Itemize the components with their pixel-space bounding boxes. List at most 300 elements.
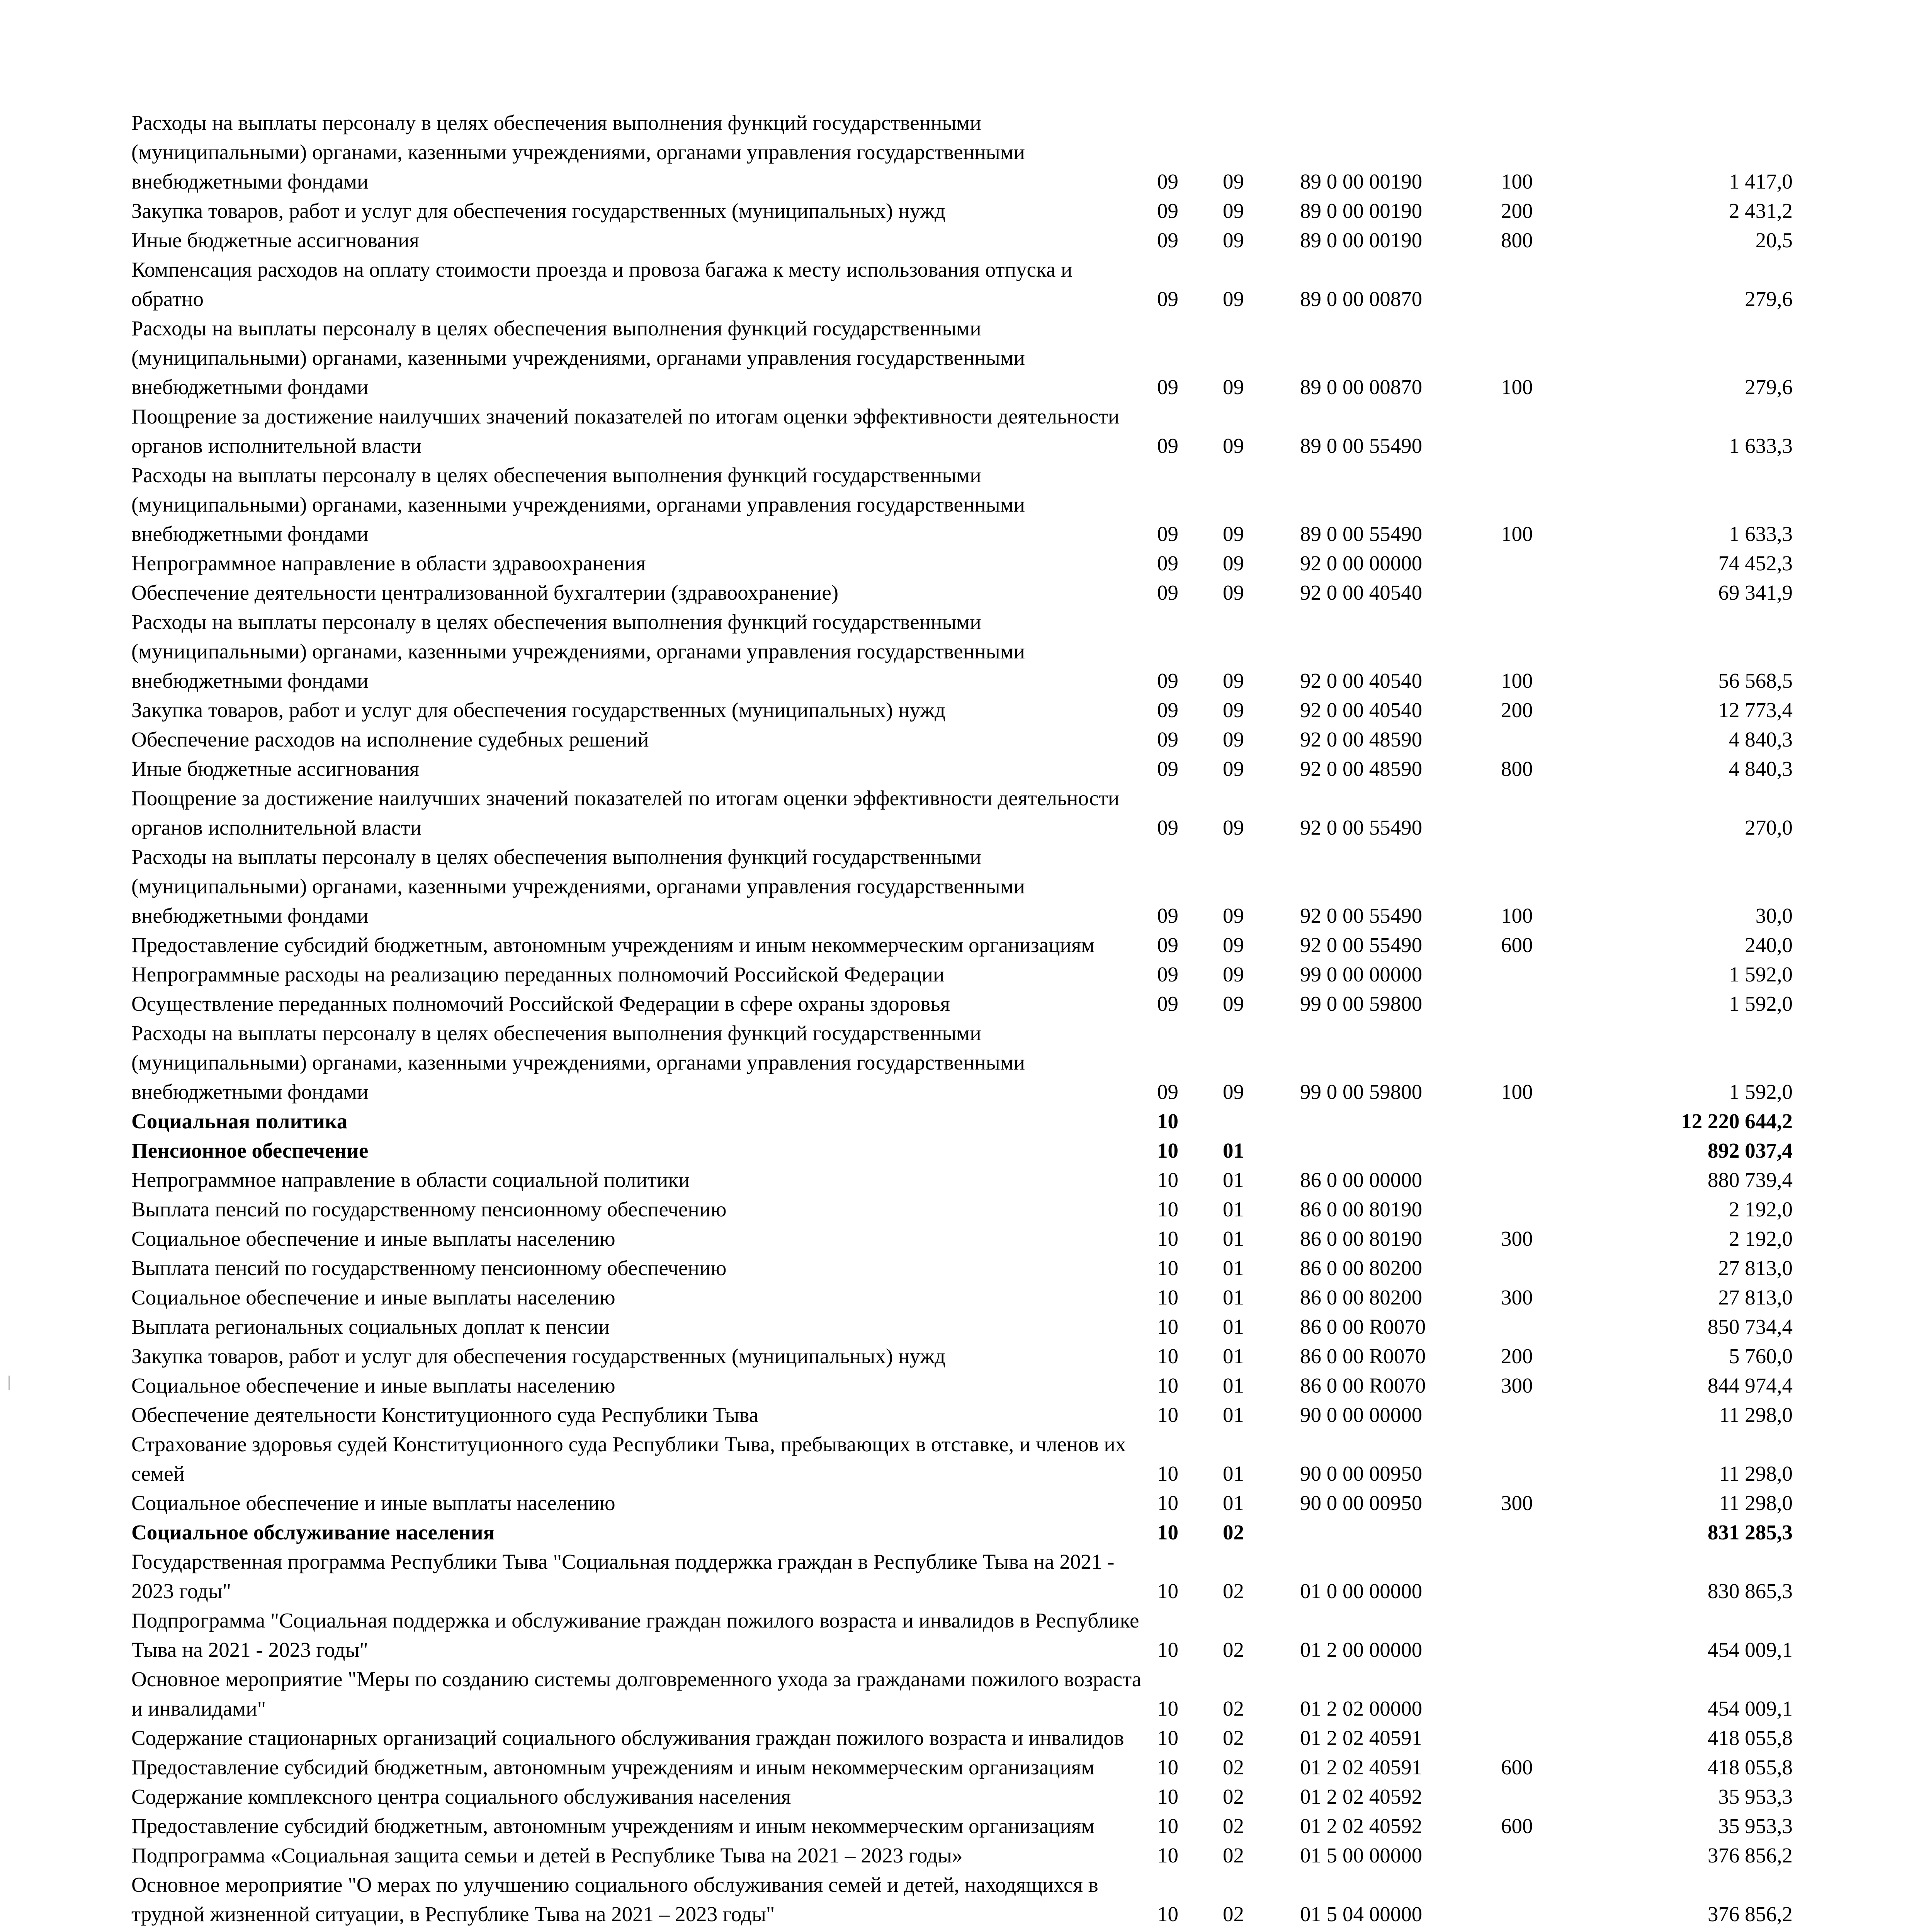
row-expense-type: 100	[1501, 669, 1533, 692]
row-target-article	[1300, 1929, 1501, 1932]
row-name: Социальное обеспечение и иные выплаты населению	[131, 1374, 615, 1397]
row-name: Выплата пенсий по государственному пенсионному обеспечению	[131, 1256, 727, 1280]
row-expense-type	[1501, 402, 1628, 461]
table-row	[131, 226, 1793, 255]
row-name: Пенсионное обеспечение	[131, 1139, 369, 1162]
row-section: 10	[1157, 1902, 1178, 1926]
row-name	[131, 1929, 1157, 1932]
row-section: 10	[1157, 1374, 1178, 1397]
row-amount: 1 592,0	[1729, 992, 1793, 1015]
row-amount: 12 220 644,2	[1681, 1109, 1793, 1133]
row-amount: 11 298,0	[1719, 1491, 1793, 1515]
row-name: Государственная программа Республики Тыва "Социальная поддержка граждан в Республике Тыва на 2021 - 2023 годы"	[131, 1550, 1115, 1603]
row-section: 09	[1157, 287, 1178, 311]
row-target-article: 89 0 00 00870	[1300, 287, 1423, 311]
row-subsection: 02	[1223, 1844, 1244, 1867]
row-section: 10	[1157, 1726, 1178, 1750]
row-expense-type	[1501, 1165, 1628, 1195]
row-target-article: 01 2 02 40591	[1300, 1755, 1423, 1779]
table-row	[131, 1283, 1793, 1312]
row-section: 10	[1157, 1403, 1178, 1427]
row-subsection: 09	[1223, 933, 1244, 957]
table-row	[131, 1870, 1793, 1929]
row-amount: 5 760,0	[1729, 1344, 1793, 1368]
row-target-article	[1300, 1136, 1501, 1165]
row-subsection	[1223, 1929, 1300, 1932]
row-amount: 454 009,1	[1708, 1638, 1793, 1662]
row-target-article: 89 0 00 00190	[1300, 228, 1423, 252]
row-target-article: 01 5 00 00000	[1300, 1844, 1423, 1867]
row-expense-type	[1501, 1841, 1628, 1870]
row-subsection: 01	[1223, 1286, 1244, 1309]
row-target-article: 92 0 00 55490	[1300, 933, 1423, 957]
table-row	[131, 108, 1793, 196]
table-row	[131, 960, 1793, 989]
row-section: 10	[1157, 1197, 1178, 1221]
row-section: 10	[1157, 1256, 1178, 1280]
row-section: 10	[1157, 1344, 1178, 1368]
table-row	[131, 1312, 1793, 1342]
row-section: 10	[1157, 1844, 1178, 1867]
row-amount: 376 856,2	[1708, 1844, 1793, 1867]
row-name: Расходы на выплаты персоналу в целях обеспечения выполнения функций государственными (муниципальными) органами, казенными учреждениями, органами управления государственными внебюджетными фондами	[131, 1021, 1025, 1104]
row-name: Расходы на выплаты персоналу в целях обеспечения выполнения функций государственными (муниципальными) органами, казенными учреждениями, органами управления государственными внебюджетными фондами	[131, 111, 1025, 193]
table-row	[131, 1723, 1793, 1753]
table-row	[131, 1165, 1793, 1195]
row-subsection: 09	[1223, 698, 1244, 722]
row-section: 10	[1157, 1638, 1178, 1662]
row-name: Социальное обслуживание населения	[131, 1520, 495, 1544]
row-subsection: 09	[1223, 434, 1244, 457]
table-row	[131, 314, 1793, 402]
row-amount: 1 633,3	[1729, 434, 1793, 457]
table-row	[131, 725, 1793, 754]
row-subsection: 09	[1223, 757, 1244, 781]
table-row	[131, 1488, 1793, 1518]
row-expense-type: 300	[1501, 1227, 1533, 1250]
row-expense-type	[1501, 1253, 1628, 1283]
row-name: Обеспечение деятельности Конституционного суда Республики Тыва	[131, 1403, 759, 1427]
table-row	[131, 1518, 1793, 1547]
row-expense-type: 600	[1501, 1814, 1533, 1838]
table-row	[131, 1195, 1793, 1224]
row-name: Выплата региональных социальных доплат к пенсии	[131, 1315, 610, 1338]
row-expense-type	[1501, 1195, 1628, 1224]
row-amount: 1 592,0	[1729, 963, 1793, 986]
row-target-article: 89 0 00 00870	[1300, 375, 1423, 399]
row-target-article: 01 2 02 40592	[1300, 1814, 1423, 1838]
row-name: Поощрение за достижение наилучших значений показателей по итогам оценки эффективности деятельности органов исполнительной власти	[131, 786, 1120, 839]
row-section: 09	[1157, 551, 1178, 575]
row-section: 10	[1157, 1286, 1178, 1309]
row-target-article: 92 0 00 40540	[1300, 669, 1423, 692]
row-target-article: 99 0 00 59800	[1300, 1080, 1423, 1104]
row-expense-type: 100	[1501, 1080, 1533, 1104]
row-target-article: 89 0 00 55490	[1300, 522, 1423, 546]
row-subsection: 01	[1223, 1168, 1244, 1192]
row-section: 09	[1157, 992, 1178, 1015]
row-section: 09	[1157, 375, 1178, 399]
row-section: 10	[1157, 1227, 1178, 1250]
row-expense-type	[1501, 1430, 1628, 1488]
row-target-article: 89 0 00 55490	[1300, 434, 1423, 457]
row-amount: 69 341,9	[1718, 581, 1793, 604]
row-expense-type: 300	[1501, 1286, 1533, 1309]
row-subsection: 02	[1223, 1755, 1244, 1779]
row-name: Расходы на выплаты персоналу в целях обеспечения выполнения функций государственными (муниципальными) органами, казенными учреждениями, органами управления государственными внебюджетными фондами	[131, 845, 1025, 927]
row-amount: 376 856,2	[1708, 1902, 1793, 1926]
row-target-article: 86 0 00 80200	[1300, 1256, 1423, 1280]
row-target-article: 89 0 00 00190	[1300, 170, 1423, 193]
row-target-article	[1300, 1107, 1501, 1136]
row-amount: 2 431,2	[1729, 199, 1793, 223]
row-target-article: 86 0 00 00000	[1300, 1168, 1423, 1192]
row-amount: 4 840,3	[1729, 728, 1793, 751]
row-target-article: 86 0 00 R0070	[1300, 1315, 1426, 1338]
row-name: Социальное обеспечение и иные выплаты населению	[131, 1491, 615, 1515]
row-target-article: 92 0 00 55490	[1300, 816, 1423, 839]
row-section: 10	[1157, 1462, 1178, 1485]
row-section: 09	[1157, 522, 1178, 546]
row-name: Закупка товаров, работ и услуг для обеспечения государственных (муниципальных) нужд	[131, 1344, 946, 1368]
row-subsection: 09	[1223, 551, 1244, 575]
row-amount: 20,5	[1755, 228, 1793, 252]
row-section: 10	[1157, 1814, 1178, 1838]
row-subsection: 09	[1223, 522, 1244, 546]
table-row	[131, 1606, 1793, 1665]
row-target-article: 92 0 00 40540	[1300, 581, 1423, 604]
row-name: Предоставление субсидий бюджетным, автономным учреждениям и иным некоммерческим организациям	[131, 1755, 1095, 1779]
row-expense-type	[1501, 1723, 1628, 1753]
row-target-article: 01 0 00 00000	[1300, 1579, 1423, 1603]
row-subsection: 02	[1223, 1726, 1244, 1750]
row-expense-type	[1501, 1870, 1628, 1929]
row-expense-type	[1501, 578, 1628, 607]
row-name: Непрограммное направление в области социальной политики	[131, 1168, 690, 1192]
row-section: 10	[1157, 1139, 1178, 1162]
row-amount: 844 974,4	[1708, 1374, 1793, 1397]
row-expense-type	[1501, 989, 1628, 1019]
row-subsection: 01	[1223, 1139, 1244, 1162]
row-name: Иные бюджетные ассигнования	[131, 757, 419, 781]
row-expense-type: 100	[1501, 170, 1533, 193]
row-name: Социальное обеспечение и иные выплаты населению	[131, 1227, 615, 1250]
row-amount: 418 055,8	[1708, 1755, 1793, 1779]
row-name: Предоставление субсидий бюджетным, автономным учреждениям и иным некоммерческим организациям	[131, 1814, 1095, 1838]
table-row	[131, 930, 1793, 960]
row-target-article: 99 0 00 00000	[1300, 963, 1423, 986]
row-name: Подпрограмма «Социальная защита семьи и детей в Республике Тыва на 2021 – 2023 годы»	[131, 1844, 963, 1867]
row-name: Основное мероприятие "Меры по созданию системы долговременного ухода за гражданами пожилого возраста и инвалидами"	[131, 1667, 1142, 1720]
row-name: Содержание стационарных организаций социального обслуживания граждан пожилого возраста и инвалидов	[131, 1726, 1124, 1750]
row-name: Подпрограмма "Социальная поддержка и обслуживание граждан пожилого возраста и инвалидов в Республике Тыва на 2021 - 2023 годы"	[131, 1609, 1139, 1662]
row-name: Поощрение за достижение наилучших значений показателей по итогам оценки эффективности деятельности органов исполнительной власти	[131, 405, 1120, 457]
row-target-article: 01 2 00 00000	[1300, 1638, 1423, 1662]
row-name: Предоставление субсидий бюджетным, автономным учреждениям и иным некоммерческим организациям	[131, 933, 1095, 957]
table-row	[131, 461, 1793, 549]
row-section: 09	[1157, 816, 1178, 839]
row-target-article: 86 0 00 R0070	[1300, 1344, 1426, 1368]
table-row	[131, 1841, 1793, 1870]
row-target-article: 90 0 00 00950	[1300, 1491, 1423, 1515]
row-name: Закупка товаров, работ и услуг для обеспечения государственных (муниципальных) нужд	[131, 199, 946, 223]
row-section: 09	[1157, 933, 1178, 957]
row-target-article: 92 0 00 00000	[1300, 551, 1423, 575]
row-section: 09	[1157, 228, 1178, 252]
row-section: 10	[1157, 1315, 1178, 1338]
row-subsection: 09	[1223, 170, 1244, 193]
table-row	[131, 549, 1793, 578]
table-row	[131, 784, 1793, 842]
row-amount: 35 953,3	[1718, 1785, 1793, 1808]
table-row	[131, 696, 1793, 725]
row-expense-type: 200	[1501, 1344, 1533, 1368]
row-expense-type	[1501, 1136, 1628, 1165]
row-section: 10	[1157, 1520, 1178, 1544]
row-section: 10	[1157, 1168, 1178, 1192]
table-row	[131, 1136, 1793, 1165]
row-expense-type	[1501, 1782, 1628, 1811]
row-amount: 831 285,3	[1708, 1520, 1793, 1544]
row-name: Основное мероприятие "О мерах по улучшению социального обслуживания семей и детей, находящихся в трудной жизненной ситуации, в Республике Тыва на 2021 – 2023 годы"	[131, 1873, 1098, 1926]
row-expense-type	[1501, 1107, 1628, 1136]
row-subsection: 01	[1223, 1403, 1244, 1427]
budget-table-body	[131, 108, 1793, 1932]
row-name: Расходы на выплаты персоналу в целях обеспечения выполнения функций государственными (муниципальными) органами, казенными учреждениями, органами управления государственными внебюджетными фондами	[131, 463, 1025, 546]
row-section: 10	[1157, 1579, 1178, 1603]
row-target-article: 92 0 00 48590	[1300, 728, 1423, 751]
row-subsection: 02	[1223, 1520, 1244, 1544]
row-expense-type	[1501, 1606, 1628, 1665]
row-subsection: 02	[1223, 1814, 1244, 1838]
row-amount: 830 865,3	[1708, 1579, 1793, 1603]
row-target-article: 86 0 00 R0070	[1300, 1374, 1426, 1397]
row-target-article: 92 0 00 40540	[1300, 698, 1423, 722]
row-expense-type	[1501, 549, 1628, 578]
row-name: Выплата пенсий по государственному пенсионному обеспечению	[131, 1197, 727, 1221]
row-name: Иные бюджетные ассигнования	[131, 228, 419, 252]
row-target-article: 92 0 00 55490	[1300, 904, 1423, 927]
row-target-article: 89 0 00 00190	[1300, 199, 1423, 223]
row-amount: 1 633,3	[1729, 522, 1793, 546]
scan-artifact	[8, 1376, 10, 1390]
row-amount: 2 192,0	[1729, 1197, 1793, 1221]
table-row	[131, 989, 1793, 1019]
row-expense-type	[1501, 1518, 1628, 1547]
row-subsection: 09	[1223, 816, 1244, 839]
row-expense-type: 600	[1501, 933, 1533, 957]
row-subsection: 09	[1223, 904, 1244, 927]
row-expense-type: 800	[1501, 757, 1533, 781]
row-amount: 279,6	[1745, 375, 1793, 399]
row-target-article: 01 2 02 40592	[1300, 1785, 1423, 1808]
row-section: 09	[1157, 199, 1178, 223]
row-name: Расходы на выплаты персоналу в целях обеспечения выполнения функций государственными (муниципальными) органами, казенными учреждениями, органами управления государственными внебюджетными фондами	[131, 316, 1025, 399]
row-target-article: 90 0 00 00000	[1300, 1403, 1423, 1427]
row-name: Социальная политика	[131, 1109, 348, 1133]
row-expense-type: 100	[1501, 522, 1533, 546]
table-row	[131, 1019, 1793, 1107]
row-amount: 270,0	[1745, 816, 1793, 839]
row-expense-type	[1501, 1547, 1628, 1606]
row-target-article: 01 2 02 00000	[1300, 1697, 1423, 1720]
row-section: 09	[1157, 669, 1178, 692]
row-section: 09	[1157, 728, 1178, 751]
row-subsection: 09	[1223, 963, 1244, 986]
row-expense-type: 100	[1501, 904, 1533, 927]
row-amount: 892 037,4	[1708, 1139, 1793, 1162]
row-subsection: 01	[1223, 1374, 1244, 1397]
row-subsection: 01	[1223, 1315, 1244, 1338]
row-section: 09	[1157, 963, 1178, 986]
row-subsection: 09	[1223, 728, 1244, 751]
row-expense-type: 800	[1501, 228, 1533, 252]
row-expense-type	[1501, 960, 1628, 989]
row-amount: 279,6	[1745, 287, 1793, 311]
row-amount: 418 055,8	[1708, 1726, 1793, 1750]
row-target-article	[1300, 1518, 1501, 1547]
table-row	[131, 754, 1793, 784]
row-subsection: 02	[1223, 1785, 1244, 1808]
row-target-article: 86 0 00 80200	[1300, 1286, 1423, 1309]
row-amount: 4 840,3	[1729, 757, 1793, 781]
row-section: 09	[1157, 434, 1178, 457]
row-name: Содержание комплексного центра социального обслуживания населения	[131, 1785, 791, 1808]
row-expense-type	[1501, 784, 1628, 842]
row-subsection: 01	[1223, 1462, 1244, 1485]
row-subsection: 09	[1223, 287, 1244, 311]
row-expense-type	[1501, 725, 1628, 754]
row-name: Обеспечение расходов на исполнение судебных решений	[131, 728, 649, 751]
row-amount: 850 734,4	[1708, 1315, 1793, 1338]
row-expense-type	[1501, 1665, 1628, 1723]
row-section: 10	[1157, 1491, 1178, 1515]
table-row	[131, 1430, 1793, 1488]
table-row	[131, 1782, 1793, 1811]
row-name: Страхование здоровья судей Конституционного суда Республики Тыва, пребывающих в отставке, и членов их семей	[131, 1432, 1126, 1485]
row-section: 10	[1157, 1697, 1178, 1720]
row-expense-type: 200	[1501, 698, 1533, 722]
budget-table	[131, 108, 1793, 1932]
row-name: Обеспечение деятельности централизованной бухгалтерии (здравоохранение)	[131, 581, 839, 604]
row-target-article: 86 0 00 80190	[1300, 1227, 1423, 1250]
row-amount: 27 813,0	[1718, 1286, 1793, 1309]
row-amount: 35 953,3	[1718, 1814, 1793, 1838]
row-subsection: 01	[1223, 1197, 1244, 1221]
row-name: Непрограммное направление в области здравоохранения	[131, 551, 646, 575]
row-amount: 11 298,0	[1719, 1403, 1793, 1427]
row-amount: 12 773,4	[1718, 698, 1793, 722]
row-expense-type: 300	[1501, 1374, 1533, 1397]
table-row	[131, 1342, 1793, 1371]
row-subsection: 02	[1223, 1638, 1244, 1662]
table-row	[131, 402, 1793, 461]
row-target-article: 90 0 00 00950	[1300, 1462, 1423, 1485]
row-subsection: 01	[1223, 1227, 1244, 1250]
row-name: Закупка товаров, работ и услуг для обеспечения государственных (муниципальных) нужд	[131, 698, 946, 722]
row-amount: 30,0	[1755, 904, 1793, 927]
row-subsection: 02	[1223, 1697, 1244, 1720]
row-subsection: 09	[1223, 669, 1244, 692]
table-row	[131, 1371, 1793, 1400]
row-amount: 880 739,4	[1708, 1168, 1793, 1192]
row-section: 09	[1157, 170, 1178, 193]
row-amount: 2 192,0	[1729, 1227, 1793, 1250]
row-subsection: 01	[1223, 1491, 1244, 1515]
table-row	[131, 1224, 1793, 1253]
table-row	[131, 1811, 1793, 1841]
row-expense-type	[1501, 255, 1628, 314]
table-row	[131, 1547, 1793, 1606]
row-target-article: 01 5 04 00000	[1300, 1902, 1423, 1926]
row-amount: 454 009,1	[1708, 1697, 1793, 1720]
table-row	[131, 255, 1793, 314]
table-row	[131, 578, 1793, 607]
table-row	[131, 1929, 1793, 1932]
row-expense-type: 600	[1501, 1755, 1533, 1779]
row-subsection: 01	[1223, 1344, 1244, 1368]
table-row	[131, 842, 1793, 930]
row-amount: 27 813,0	[1718, 1256, 1793, 1280]
row-amount: 11 298,0	[1719, 1462, 1793, 1485]
row-subsection: 09	[1223, 375, 1244, 399]
row-expense-type: 100	[1501, 375, 1533, 399]
row-subsection: 09	[1223, 581, 1244, 604]
row-name: Осуществление переданных полномочий Российской Федерации в сфере охраны здоровья	[131, 992, 950, 1015]
row-amount: 1 592,0	[1729, 1080, 1793, 1104]
row-name: Непрограммные расходы на реализацию переданных полномочий Российской Федерации	[131, 963, 945, 986]
row-section: 09	[1157, 581, 1178, 604]
table-row	[131, 1753, 1793, 1782]
row-amount: 1 417,0	[1729, 170, 1793, 193]
table-row	[131, 1665, 1793, 1723]
row-section: 09	[1157, 904, 1178, 927]
row-section: 10	[1157, 1755, 1178, 1779]
table-row	[131, 1107, 1793, 1136]
row-subsection: 09	[1223, 1080, 1244, 1104]
row-section: 09	[1157, 1080, 1178, 1104]
row-subsection	[1223, 1107, 1300, 1136]
row-subsection: 02	[1223, 1579, 1244, 1603]
row-name: Компенсация расходов на оплату стоимости проезда и провоза багажа к месту использования отпуска и обратно	[131, 258, 1072, 311]
row-expense-type: 300	[1501, 1491, 1533, 1515]
table-row	[131, 607, 1793, 696]
row-amount: 74 452,3	[1718, 551, 1793, 575]
row-subsection: 01	[1223, 1256, 1244, 1280]
row-name: Расходы на выплаты персоналу в целях обеспечения выполнения функций государственными (муниципальными) органами, казенными учреждениями, органами управления государственными внебюджетными фондами	[131, 610, 1025, 692]
row-target-article: 01 2 02 40591	[1300, 1726, 1423, 1750]
table-row	[131, 1400, 1793, 1430]
row-section: 09	[1157, 757, 1178, 781]
row-section: 10	[1157, 1109, 1178, 1133]
row-expense-type	[1501, 1312, 1628, 1342]
row-section	[1157, 1929, 1223, 1932]
table-row	[131, 1253, 1793, 1283]
row-name: Социальное обеспечение и иные выплаты населению	[131, 1286, 615, 1309]
row-section: 09	[1157, 698, 1178, 722]
row-subsection: 09	[1223, 228, 1244, 252]
row-amount: 240,0	[1745, 933, 1793, 957]
row-subsection: 09	[1223, 992, 1244, 1015]
row-target-article: 92 0 00 48590	[1300, 757, 1423, 781]
row-target-article: 86 0 00 80190	[1300, 1197, 1423, 1221]
row-subsection: 02	[1223, 1902, 1244, 1926]
row-expense-type	[1501, 1400, 1628, 1430]
row-subsection: 09	[1223, 199, 1244, 223]
row-expense-type: 200	[1501, 199, 1533, 223]
row-expense-type	[1501, 1929, 1628, 1932]
table-row	[131, 196, 1793, 226]
